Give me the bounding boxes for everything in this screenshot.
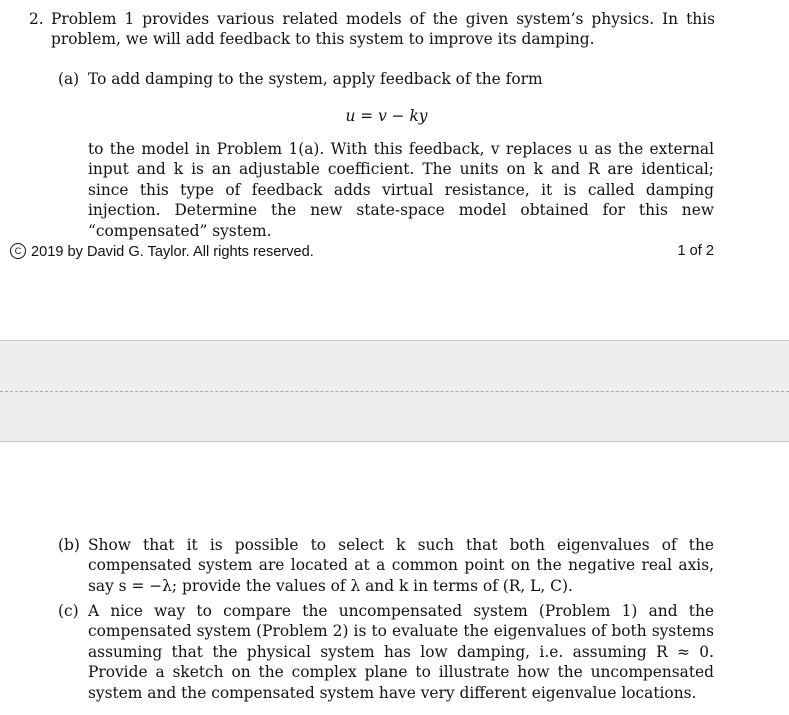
part-a-label: (a) (58, 70, 80, 88)
part-b-label: (b) (58, 536, 80, 554)
page-break-bottom (0, 393, 789, 442)
page-break-top (0, 340, 789, 393)
page-number: 1 of 2 (677, 243, 714, 259)
page-break-divider (0, 391, 789, 392)
page-1 (0, 0, 789, 340)
problem-text: Problem 1 provides various related models of the given system’s physics. In this problem, we will add feedback to this system to improve its damping. (51, 10, 715, 49)
copyright-icon: C (10, 243, 26, 259)
problem-number: 2. (29, 10, 44, 28)
part-c-text: A nice way to compare the uncompensated system (Problem 1) and the compensated system (Problem 2) is to evaluate the eigenvalues of both systems assuming that the physical system has low damping, i.e. assuming R ≈ 0. Provide a sketch on the complex plane to illustrate how the uncompensated system and the compensated system have very different eigenvalue locations. (88, 602, 714, 702)
part-b-text: Show that it is possible to select k such that both eigenvalues of the compensated system are located at a common point on the negative real axis, say s = −λ; provide the values of λ and k in terms of (R, L, C). (88, 536, 714, 595)
page-2 (0, 442, 789, 715)
copyright-text: 2019 by David G. Taylor. All rights reserved. (31, 244, 314, 260)
part-a-continuation: to the model in Problem 1(a). With this feedback, v replaces u as the external input and k is an adjustable coefficient. The units on k and R are identical; since this type of feedback adds virtual resistance, it is called damping injection. Determine the new state-space model obtained for this new “compensated” system. (88, 140, 714, 240)
part-a-intro: To add damping to the system, apply feedback of the form (88, 70, 543, 88)
feedback-equation (0, 107, 789, 125)
equation-text: u = v − ky (345, 107, 428, 125)
part-c-label: (c) (58, 602, 79, 620)
copyright-notice (10, 243, 314, 260)
